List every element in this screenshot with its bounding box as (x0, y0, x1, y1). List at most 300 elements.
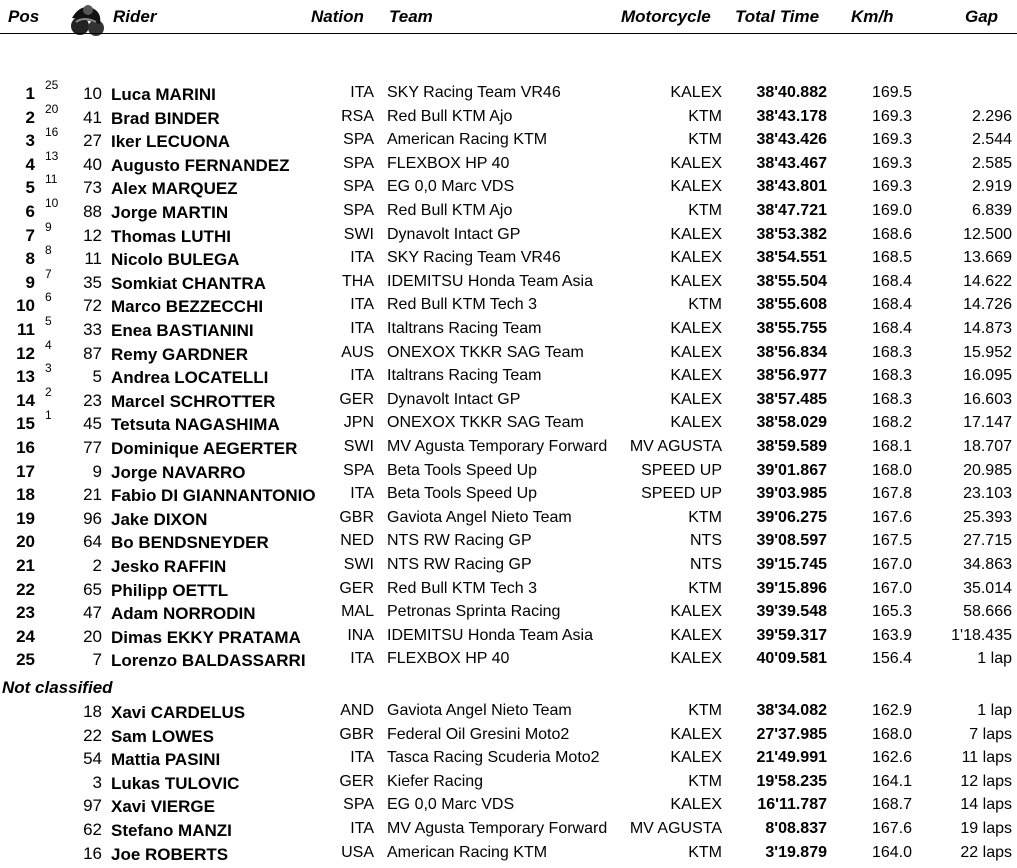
rider-team: Federal Oil Gresini Moto2 (387, 725, 570, 743)
rider-position: 1 (25, 84, 35, 103)
rider-gap: 12 laps (960, 772, 1012, 790)
rider-name: Enea BASTIANINI (111, 321, 254, 340)
rider-motorcycle: KALEX (670, 272, 722, 290)
table-row (0, 726, 1017, 750)
rider-nation: RSA (341, 107, 374, 125)
rider-speed: 162.6 (871, 749, 912, 767)
rider-speed: 168.3 (871, 390, 912, 408)
rider-points: 8 (45, 243, 52, 258)
rider-name: Joe ROBERTS (111, 844, 229, 864)
rider-name: Dimas EKKY PRATAMA (111, 627, 301, 647)
rider-total-time: 16'11.787 (757, 796, 827, 814)
rider-name: Marco BEZZECCHI (111, 297, 264, 317)
rider-motorcycle: KTM (688, 296, 722, 314)
rider-gap: 22 laps (960, 843, 1012, 861)
rider-position: 4 (25, 154, 35, 174)
rider-nation: SWI (343, 556, 374, 573)
rider-nation: GBR (339, 725, 374, 743)
rider-motorcycle: KTM (688, 579, 722, 597)
rider-number: 16 (83, 843, 102, 863)
rider-total-time: 38'43.426 (756, 131, 827, 149)
rider-speed: 169.3 (871, 154, 912, 172)
rider-motorcycle: KALEX (670, 154, 722, 172)
rider-position: 9 (25, 272, 35, 292)
rider-team: Petronas Sprinta Racing (387, 603, 561, 621)
rider-nation: GER (339, 579, 374, 597)
rider-motorcycle: KTM (688, 772, 722, 790)
rider-motorcycle: KALEX (670, 225, 722, 243)
rider-total-time: 38'34.082 (756, 702, 827, 719)
rider-number: 22 (83, 725, 102, 745)
rider-speed: 168.4 (871, 320, 912, 337)
rider-speed: 167.0 (871, 579, 912, 597)
rider-name: Lorenzo BALDASSARRI (111, 651, 306, 671)
rider-nation: INA (347, 626, 374, 644)
rider-motorcycle: KALEX (670, 367, 722, 385)
rider-motorcycle: KALEX (670, 650, 722, 668)
rider-nation: ITA (350, 296, 374, 314)
rider-team: American Racing KTM (387, 843, 548, 861)
table-row (0, 314, 1017, 344)
table-row (0, 532, 1017, 556)
rider-team: Gaviota Angel Nieto Team (387, 702, 572, 719)
rider-name: Jorge NAVARRO (111, 462, 246, 482)
rider-team: Italtrans Racing Team (387, 320, 542, 337)
header-rider: Rider (113, 7, 157, 26)
rider-speed: 163.9 (871, 626, 912, 644)
rider-number: 88 (83, 202, 102, 221)
rider-nation: ITA (350, 820, 374, 837)
rider-gap: 1'18.435 (951, 626, 1012, 644)
rider-total-time: 39'15.745 (756, 556, 827, 573)
rider-total-time: 8'08.837 (765, 820, 827, 837)
rider-motorcycle: KALEX (670, 390, 722, 408)
rider-speed: 165.3 (871, 603, 912, 621)
rider-name: Fabio DI GIANNANTONIO (111, 486, 316, 506)
rider-number: 40 (83, 154, 102, 174)
rider-nation: SWI (343, 438, 374, 455)
rider-motorcycle: NTS (690, 556, 722, 573)
rider-points: 16 (45, 125, 59, 140)
rider-speed: 167.6 (871, 508, 912, 526)
rider-nation: ITA (350, 320, 374, 337)
rider-gap: 58.666 (963, 603, 1012, 621)
rider-nation: SWI (343, 225, 374, 243)
rider-speed: 168.0 (871, 725, 912, 743)
rider-team: Beta Tools Speed Up (387, 485, 538, 503)
rider-total-time: 38'59.589 (756, 438, 827, 455)
rider-motorcycle: MV AGUSTA (629, 820, 722, 837)
rider-position: 22 (16, 579, 35, 599)
rider-nation: SPA (343, 796, 374, 814)
rider-nation: USA (341, 843, 374, 861)
rider-name: Remy GARDNER (111, 344, 248, 364)
rider-nation: JPN (343, 414, 374, 432)
rider-nation: GER (339, 772, 374, 790)
rider-gap: 18.707 (963, 438, 1012, 455)
rider-team: Red Bull KTM Tech 3 (387, 579, 537, 597)
rider-number: 2 (92, 556, 102, 575)
rider-number: 47 (83, 603, 102, 623)
rider-gap: 25.393 (963, 508, 1012, 526)
rider-number: 5 (92, 367, 102, 387)
header-kmh: Km/h (851, 7, 894, 26)
rider-number: 7 (92, 650, 102, 670)
rider-motorcycle: KALEX (670, 343, 722, 361)
rider-number: 77 (83, 438, 102, 457)
rider-position: 21 (16, 556, 35, 575)
not-classified-heading: Not classified (2, 678, 113, 697)
rider-speed: 168.0 (871, 461, 912, 479)
rider-team: Italtrans Racing Team (387, 367, 542, 385)
rider-nation: SPA (343, 154, 374, 172)
rider-number: 18 (83, 702, 102, 721)
rider-nation: THA (342, 272, 374, 290)
rider-team: IDEMITSU Honda Team Asia (387, 626, 594, 644)
rider-name: Jorge MARTIN (111, 203, 229, 222)
header-team: Team (389, 7, 433, 26)
rider-points: 5 (45, 314, 52, 328)
rider-total-time: 38'55.608 (756, 296, 827, 314)
rider-nation: AND (340, 702, 374, 719)
rider-name: Augusto FERNANDEZ (111, 155, 290, 175)
rider-number: 33 (83, 320, 102, 339)
rider-gap: 1 lap (977, 702, 1012, 719)
rider-motorcycle: KTM (688, 843, 722, 861)
rider-gap: 17.147 (963, 414, 1012, 432)
rider-position: 11 (17, 320, 35, 339)
rider-total-time: 39'08.597 (756, 532, 827, 550)
rider-nation: MAL (341, 603, 374, 621)
rider-gap: 2.919 (971, 178, 1012, 196)
rider-position: 14 (16, 390, 35, 410)
table-row (0, 337, 1017, 368)
rider-nation: ITA (350, 485, 374, 503)
motorcycle-logo-icon (66, 0, 108, 40)
results-header (0, 0, 1017, 38)
rider-name: Sam LOWES (111, 726, 214, 746)
rider-team: SKY Racing Team VR46 (387, 249, 561, 267)
rider-motorcycle: KTM (688, 702, 722, 719)
table-row (0, 266, 1017, 297)
rider-gap: 2.585 (971, 154, 1012, 172)
rider-number: 11 (84, 249, 102, 269)
rider-name: Lukas TULOVIC (111, 773, 240, 793)
rider-number: 41 (83, 107, 102, 127)
table-row (0, 243, 1017, 273)
rider-motorcycle: KALEX (670, 84, 722, 101)
rider-motorcycle: KALEX (670, 603, 722, 621)
rider-nation: ITA (350, 367, 374, 385)
rider-motorcycle: KALEX (670, 749, 722, 767)
rider-motorcycle: NTS (690, 532, 722, 550)
rider-gap: 14.622 (963, 272, 1012, 290)
rider-motorcycle: KALEX (670, 414, 722, 432)
rider-name: Alex MARQUEZ (111, 179, 238, 199)
rider-team: NTS RW Racing GP (387, 532, 532, 550)
rider-name: Somkiat CHANTRA (111, 273, 266, 293)
rider-position: 3 (25, 131, 35, 151)
rider-name: Bo BENDSNEYDER (111, 533, 269, 553)
rider-total-time: 39'59.317 (756, 626, 827, 644)
rider-motorcycle: KTM (688, 131, 722, 149)
rider-position: 19 (16, 508, 35, 528)
rider-total-time: 38'58.029 (756, 414, 827, 432)
rider-speed: 168.2 (871, 414, 912, 432)
rider-name: Jesko RAFFIN (111, 557, 227, 576)
rider-gap: 7 laps (969, 725, 1012, 743)
table-row (0, 125, 1017, 155)
rider-position: 20 (16, 532, 35, 552)
rider-total-time: 39'15.896 (756, 579, 827, 597)
rider-team: Red Bull KTM Ajo (387, 107, 513, 125)
rider-total-time: 3'19.879 (765, 843, 827, 861)
rider-gap: 14.873 (963, 320, 1012, 337)
rider-number: 64 (83, 532, 102, 552)
rider-name: Thomas LUTHI (111, 226, 231, 246)
rider-total-time: 21'49.991 (756, 749, 827, 767)
rider-position: 23 (16, 603, 35, 623)
rider-gap: 2.296 (971, 107, 1012, 125)
rider-speed: 169.0 (871, 202, 912, 219)
rider-number: 23 (83, 390, 102, 410)
table-row (0, 438, 1017, 462)
rider-points: 11 (45, 172, 58, 187)
rider-speed: 168.4 (871, 296, 912, 314)
table-row (0, 408, 1017, 438)
rider-nation: SPA (343, 178, 374, 196)
rider-total-time: 38'55.755 (756, 320, 827, 337)
rider-team: FLEXBOX HP 40 (387, 650, 510, 668)
table-row (0, 603, 1017, 627)
rider-speed: 168.5 (871, 249, 912, 267)
rider-team: NTS RW Racing GP (387, 556, 532, 573)
header-nation: Nation (311, 7, 364, 26)
table-row (0, 78, 1017, 108)
rider-nation: SPA (343, 461, 374, 479)
rider-number: 97 (83, 796, 102, 816)
rider-nation: ITA (350, 84, 374, 101)
rider-position: 17 (16, 461, 35, 481)
rider-speed: 167.5 (871, 532, 912, 550)
table-row (0, 148, 1017, 179)
rider-name: Nicolo BULEGA (111, 250, 240, 270)
rider-total-time: 38'43.801 (756, 178, 827, 196)
rider-team: EG 0,0 Marc VDS (387, 796, 515, 814)
rider-position: 25 (16, 650, 35, 670)
rider-points: 7 (45, 266, 52, 281)
table-row (0, 580, 1017, 604)
rider-number: 35 (83, 272, 102, 292)
rider-name: Adam NORRODIN (111, 604, 256, 624)
table-row (0, 796, 1017, 820)
rider-gap: 19 laps (960, 820, 1012, 837)
rider-speed: 164.0 (871, 843, 912, 861)
rider-position: 13 (16, 367, 35, 387)
rider-number: 20 (83, 626, 102, 646)
rider-speed: 168.3 (871, 367, 912, 385)
rider-speed: 169.3 (871, 131, 912, 149)
rider-number: 96 (83, 508, 102, 528)
rider-team: ONEXOX TKKR SAG Team (387, 414, 584, 432)
rider-team: Gaviota Angel Nieto Team (387, 508, 572, 526)
rider-points: 2 (45, 384, 52, 399)
rider-total-time: 38'43.467 (756, 154, 827, 172)
rider-position: 7 (25, 225, 35, 245)
rider-name: Brad BINDER (111, 108, 220, 128)
rider-speed: 169.3 (871, 107, 912, 125)
rider-points: 10 (45, 196, 59, 210)
rider-speed: 164.1 (871, 772, 912, 790)
table-row (0, 650, 1017, 674)
table-row (0, 462, 1017, 486)
rider-team: Red Bull KTM Ajo (387, 202, 513, 219)
rider-name: Mattia PASINI (111, 750, 221, 770)
rider-name: Jake DIXON (111, 509, 208, 529)
rider-total-time: 38'56.977 (756, 367, 827, 385)
table-row (0, 773, 1017, 797)
rider-gap: 12.500 (963, 225, 1012, 243)
rider-team: Beta Tools Speed Up (387, 461, 538, 479)
rider-speed: 167.8 (871, 485, 912, 503)
rider-gap: 34.863 (963, 556, 1012, 573)
table-row (0, 485, 1017, 509)
table-row (0, 172, 1017, 202)
header-total-time: Total Time (735, 7, 820, 26)
rider-nation: SPA (343, 131, 374, 149)
rider-points: 25 (45, 78, 59, 92)
rider-gap: 23.103 (963, 485, 1012, 503)
rider-speed: 168.3 (871, 343, 912, 361)
header-pos: Pos (8, 7, 40, 26)
rider-total-time: 38'55.504 (756, 272, 827, 290)
rider-speed: 169.5 (871, 84, 912, 101)
rider-motorcycle: KTM (688, 202, 722, 219)
rider-total-time: 38'43.178 (756, 107, 827, 125)
rider-team: EG 0,0 Marc VDS (387, 178, 515, 196)
rider-motorcycle: KALEX (670, 725, 722, 743)
rider-speed: 156.4 (871, 650, 912, 668)
rider-total-time: 38'47.721 (756, 202, 827, 219)
rider-speed: 168.6 (871, 225, 912, 243)
rider-points: 9 (45, 219, 52, 234)
rider-gap: 27.715 (963, 532, 1012, 550)
rider-nation: SPA (343, 202, 374, 219)
rider-position: 2 (25, 107, 35, 127)
rider-speed: 168.7 (871, 796, 912, 814)
rider-position: 24 (16, 626, 35, 646)
rider-speed: 162.9 (871, 702, 912, 719)
rider-gap: 2.544 (971, 131, 1012, 149)
rider-position: 8 (25, 249, 35, 269)
rider-total-time: 38'53.382 (756, 225, 827, 243)
rider-team: Tasca Racing Scuderia Moto2 (387, 749, 600, 767)
table-row (0, 361, 1017, 391)
rider-number: 72 (83, 296, 102, 316)
table-row (0, 509, 1017, 533)
rider-team: Red Bull KTM Tech 3 (387, 296, 537, 314)
header-divider (0, 33, 1017, 34)
rider-position: 16 (16, 438, 35, 457)
rider-gap: 14 laps (960, 796, 1012, 814)
rider-name: Tetsuta NAGASHIMA (111, 415, 280, 435)
rider-position: 10 (16, 296, 35, 316)
rider-speed: 167.0 (871, 556, 912, 573)
rider-name: Stefano MANZI (111, 821, 232, 840)
rider-nation: ITA (350, 749, 374, 767)
rider-nation: AUS (341, 343, 374, 361)
rider-total-time: 40'09.581 (756, 650, 827, 668)
header-motorcycle: Motorcycle (621, 7, 711, 26)
rider-gap: 14.726 (963, 296, 1012, 314)
rider-motorcycle: KALEX (670, 626, 722, 644)
table-row (0, 820, 1017, 844)
rider-number: 12 (83, 225, 102, 245)
rider-team: IDEMITSU Honda Team Asia (387, 272, 594, 290)
rider-motorcycle: KALEX (670, 178, 722, 196)
table-row (0, 101, 1017, 132)
rider-total-time: 19'58.235 (756, 772, 827, 790)
rider-name: Luca MARINI (111, 85, 216, 104)
rider-name: Andrea LOCATELLI (111, 368, 269, 388)
table-row (0, 196, 1017, 226)
rider-gap: 16.603 (963, 390, 1012, 408)
rider-gap: 16.095 (963, 367, 1012, 385)
rider-name: Marcel SCHROTTER (111, 391, 276, 411)
rider-position: 5 (25, 178, 35, 198)
rider-speed: 168.1 (871, 438, 912, 455)
rider-number: 21 (83, 485, 102, 505)
rider-number: 73 (83, 178, 102, 198)
rider-speed: 169.3 (871, 178, 912, 196)
rider-name: Philipp OETTL (111, 580, 229, 600)
rider-nation: ITA (350, 650, 374, 668)
rider-points: 3 (45, 361, 52, 376)
rider-number: 27 (83, 131, 102, 151)
rider-total-time: 27'37.985 (756, 725, 827, 743)
table-row (0, 627, 1017, 651)
rider-total-time: 38'57.485 (756, 390, 827, 408)
rider-gap: 15.952 (963, 343, 1012, 361)
rider-team: Kiefer Racing (387, 772, 484, 790)
rider-team: MV Agusta Temporary Forward (387, 820, 608, 837)
rider-total-time: 38'56.834 (756, 343, 827, 361)
header-gap: Gap (965, 7, 999, 26)
rider-team: FLEXBOX HP 40 (387, 154, 510, 172)
rider-position: 12 (16, 343, 35, 363)
table-row (0, 749, 1017, 773)
rider-position: 15 (16, 414, 35, 434)
rider-total-time: 38'40.882 (756, 84, 827, 101)
rider-motorcycle: KALEX (670, 320, 722, 337)
rider-gap: 20.985 (963, 461, 1012, 479)
table-row (0, 702, 1017, 726)
rider-number: 62 (83, 820, 102, 839)
rider-total-time: 39'03.985 (756, 485, 827, 503)
rider-motorcycle: SPEED UP (641, 461, 722, 479)
rider-name: Iker LECUONA (111, 132, 231, 152)
rider-number: 3 (92, 772, 102, 792)
rider-motorcycle: KTM (688, 508, 722, 526)
rider-gap: 6.839 (971, 202, 1012, 219)
rider-team: SKY Racing Team VR46 (387, 84, 561, 101)
rider-speed: 167.6 (871, 820, 912, 837)
rider-name: Dominique AEGERTER (111, 439, 298, 458)
rider-name: Xavi CARDELUS (111, 703, 246, 722)
rider-points: 4 (45, 337, 52, 352)
rider-gap: 11 laps (961, 749, 1012, 767)
rider-points: 20 (45, 101, 59, 116)
